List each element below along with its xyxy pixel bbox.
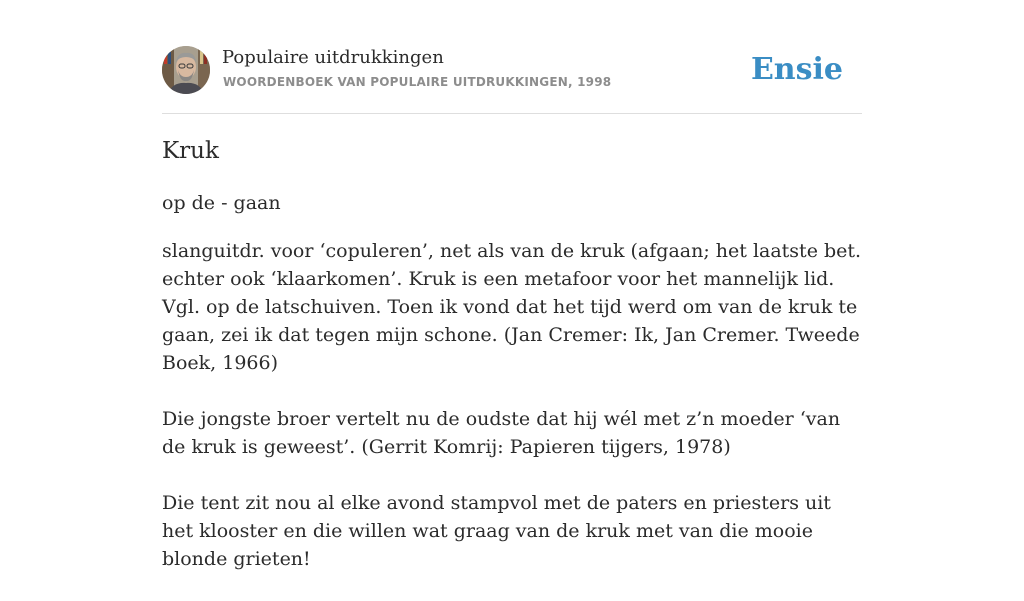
author-avatar[interactable] xyxy=(162,46,210,94)
entry-paragraph: Die jongste broer vertelt nu de oudste dat hij wél met z’n moeder ‘van de kruk is geweest’. (Gerrit Komrij: Papieren tijgers, 1978) xyxy=(162,408,841,458)
brand-logo[interactable]: Ensie xyxy=(750,52,843,87)
source-subtitle: WOORDENBOEK VAN POPULAIRE UITDRUKKINGEN, 1998 xyxy=(223,75,612,89)
source-header xyxy=(162,46,862,96)
entry-phrase: op de - gaan xyxy=(162,192,281,214)
entry-paragraph: Die tent zit nou al elke avond stampvol met de paters en priesters uit het klooster en die willen wat graag van de kruk met van die mooie blonde grieten! xyxy=(162,492,831,570)
author-portrait-icon xyxy=(162,46,210,94)
entry-paragraph: slanguitdr. voor ‘copuleren’, net als van de kruk (afgaan; het laatste bet. echter ook ‘klaarkomen’. Kruk is een metafoor voor het mannelijk lid. Vgl. op de latschuiven. Toen ik vond dat het tijd werd om van de kruk te gaan, zei ik dat tegen mijn schone. (Jan Cremer: Ik, Jan Cremer. Tweede Boek, 1966) xyxy=(162,240,862,374)
source-title[interactable]: Populaire uitdrukkingen xyxy=(222,47,444,68)
header-divider xyxy=(162,113,862,114)
entry-term: Kruk xyxy=(162,138,219,164)
entry-body xyxy=(162,237,862,601)
